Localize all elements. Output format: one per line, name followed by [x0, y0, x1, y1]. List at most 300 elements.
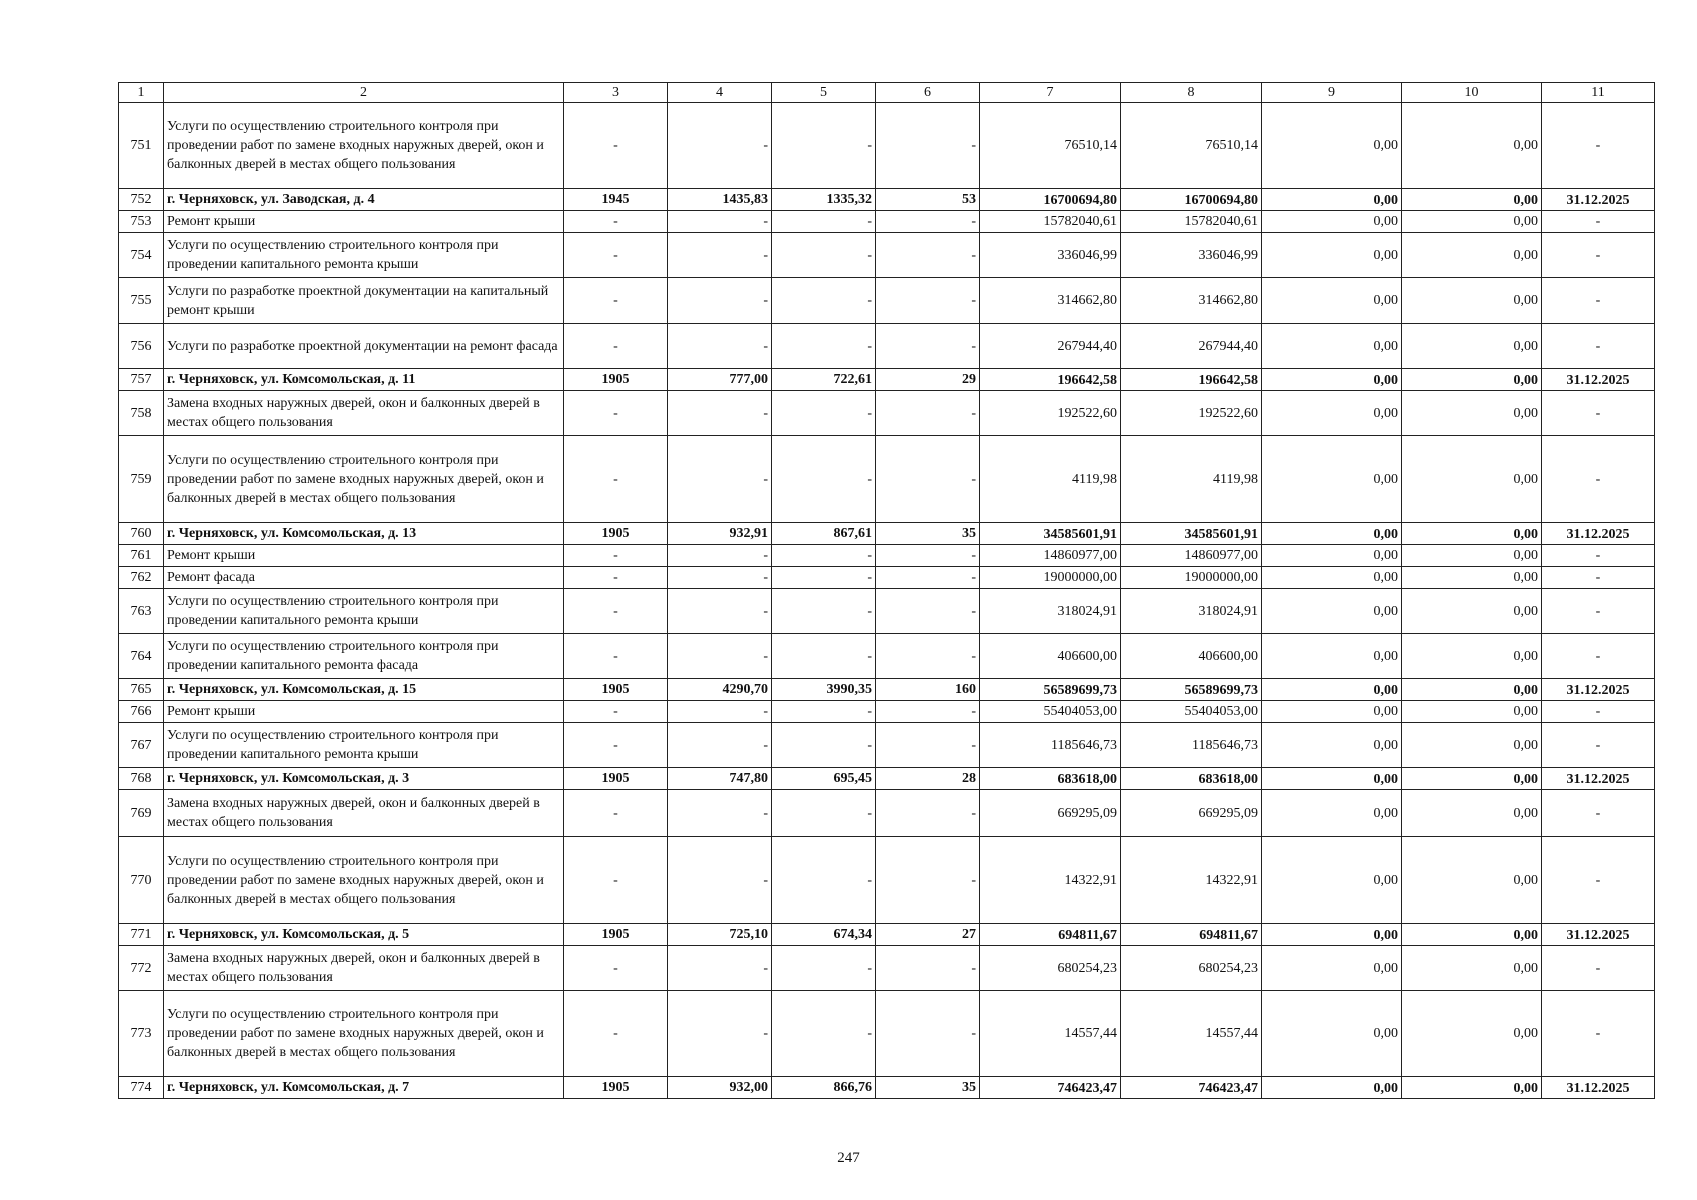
residents-count-cell: -: [876, 589, 980, 634]
residents-count-cell: -: [876, 436, 980, 523]
total-area-cell: -: [668, 790, 772, 837]
completion-date-cell: -: [1542, 589, 1655, 634]
row-description-cell: г. Черняховск, ул. Заводская, д. 4: [164, 189, 564, 211]
row-description-cell: Ремонт крыши: [164, 701, 564, 723]
living-area-cell: -: [772, 211, 876, 233]
cost-owners-cell: 0,00: [1402, 211, 1542, 233]
cost-total-cell: 336046,99: [980, 233, 1121, 278]
row-number-cell: 774: [119, 1077, 164, 1099]
completion-date-cell: 31.12.2025: [1542, 768, 1655, 790]
row-description-cell: Замена входных наружных дверей, окон и балконных дверей в местах общего пользования: [164, 790, 564, 837]
work-item-row: [119, 278, 1655, 324]
cost-fund-cell: 14860977,00: [1121, 545, 1262, 567]
completion-date-cell: -: [1542, 991, 1655, 1077]
cost-owners-cell: 0,00: [1402, 278, 1542, 324]
work-item-row: [119, 567, 1655, 589]
total-area-cell: -: [668, 589, 772, 634]
cost-fund-cell: 34585601,91: [1121, 523, 1262, 545]
cost-fund-cell: 746423,47: [1121, 1077, 1262, 1099]
total-area-cell: 1435,83: [668, 189, 772, 211]
row-description-cell: г. Черняховск, ул. Комсомольская, д. 15: [164, 679, 564, 701]
cost-fund-cell: 669295,09: [1121, 790, 1262, 837]
cost-budget-cell: 0,00: [1262, 634, 1402, 679]
total-area-cell: 932,91: [668, 523, 772, 545]
completion-date-cell: -: [1542, 790, 1655, 837]
residents-count-cell: 29: [876, 369, 980, 391]
total-area-cell: 4290,70: [668, 679, 772, 701]
cost-fund-cell: 55404053,00: [1121, 701, 1262, 723]
cost-total-cell: 56589699,73: [980, 679, 1121, 701]
cost-fund-cell: 406600,00: [1121, 634, 1262, 679]
cost-total-cell: 267944,40: [980, 324, 1121, 369]
cost-total-cell: 192522,60: [980, 391, 1121, 436]
living-area-cell: -: [772, 545, 876, 567]
cost-budget-cell: 0,00: [1262, 369, 1402, 391]
row-description-cell: г. Черняховск, ул. Комсомольская, д. 11: [164, 369, 564, 391]
living-area-cell: -: [772, 324, 876, 369]
cost-owners-cell: 0,00: [1402, 589, 1542, 634]
completion-date-cell: -: [1542, 723, 1655, 768]
living-area-cell: -: [772, 567, 876, 589]
cost-total-cell: 1185646,73: [980, 723, 1121, 768]
row-number-cell: 752: [119, 189, 164, 211]
completion-date-cell: -: [1542, 391, 1655, 436]
row-description-cell: Услуги по осуществлению строительного контроля при проведении работ по замене входных наружных дверей, окон и балконных дверей в местах общего пользования: [164, 103, 564, 189]
cost-total-cell: 694811,67: [980, 924, 1121, 946]
cost-total-cell: 14860977,00: [980, 545, 1121, 567]
header-cell: 2: [164, 83, 564, 103]
residents-count-cell: -: [876, 567, 980, 589]
total-area-cell: -: [668, 837, 772, 924]
row-description-cell: Услуги по разработке проектной документации на ремонт фасада: [164, 324, 564, 369]
build-year-cell: -: [564, 634, 668, 679]
total-area-cell: -: [668, 211, 772, 233]
cost-budget-cell: 0,00: [1262, 436, 1402, 523]
row-number-cell: 760: [119, 523, 164, 545]
completion-date-cell: -: [1542, 233, 1655, 278]
cost-owners-cell: 0,00: [1402, 233, 1542, 278]
cost-budget-cell: 0,00: [1262, 523, 1402, 545]
build-year-cell: -: [564, 278, 668, 324]
row-number-cell: 753: [119, 211, 164, 233]
work-item-row: [119, 790, 1655, 837]
header-cell: 8: [1121, 83, 1262, 103]
residents-count-cell: -: [876, 103, 980, 189]
row-number-cell: 756: [119, 324, 164, 369]
completion-date-cell: -: [1542, 545, 1655, 567]
completion-date-cell: -: [1542, 634, 1655, 679]
cost-budget-cell: 0,00: [1262, 723, 1402, 768]
living-area-cell: 674,34: [772, 924, 876, 946]
cost-budget-cell: 0,00: [1262, 567, 1402, 589]
completion-date-cell: -: [1542, 211, 1655, 233]
header-cell: 11: [1542, 83, 1655, 103]
total-area-cell: -: [668, 567, 772, 589]
cost-fund-cell: 694811,67: [1121, 924, 1262, 946]
build-year-cell: 1905: [564, 369, 668, 391]
cost-budget-cell: 0,00: [1262, 768, 1402, 790]
living-area-cell: -: [772, 723, 876, 768]
row-description-cell: Услуги по осуществлению строительного контроля при проведении капитального ремонта крыши: [164, 589, 564, 634]
cost-owners-cell: 0,00: [1402, 991, 1542, 1077]
address-row: [119, 189, 1655, 211]
completion-date-cell: 31.12.2025: [1542, 924, 1655, 946]
row-number-cell: 770: [119, 837, 164, 924]
cost-owners-cell: 0,00: [1402, 924, 1542, 946]
cost-total-cell: 746423,47: [980, 1077, 1121, 1099]
row-number-cell: 758: [119, 391, 164, 436]
address-row: [119, 1077, 1655, 1099]
total-area-cell: -: [668, 103, 772, 189]
cost-fund-cell: 267944,40: [1121, 324, 1262, 369]
row-number-cell: 771: [119, 924, 164, 946]
cost-owners-cell: 0,00: [1402, 679, 1542, 701]
living-area-cell: -: [772, 946, 876, 991]
cost-fund-cell: 15782040,61: [1121, 211, 1262, 233]
row-description-cell: Ремонт крыши: [164, 545, 564, 567]
cost-owners-cell: 0,00: [1402, 523, 1542, 545]
build-year-cell: -: [564, 723, 668, 768]
cost-budget-cell: 0,00: [1262, 589, 1402, 634]
completion-date-cell: 31.12.2025: [1542, 679, 1655, 701]
build-year-cell: 1945: [564, 189, 668, 211]
row-description-cell: Ремонт крыши: [164, 211, 564, 233]
residents-count-cell: -: [876, 790, 980, 837]
row-description-cell: Услуги по осуществлению строительного контроля при проведении капитального ремонта крыши: [164, 723, 564, 768]
completion-date-cell: 31.12.2025: [1542, 189, 1655, 211]
cost-total-cell: 196642,58: [980, 369, 1121, 391]
residents-count-cell: -: [876, 211, 980, 233]
cost-total-cell: 15782040,61: [980, 211, 1121, 233]
total-area-cell: -: [668, 723, 772, 768]
work-item-row: [119, 324, 1655, 369]
cost-total-cell: 34585601,91: [980, 523, 1121, 545]
work-item-row: [119, 436, 1655, 523]
cost-budget-cell: 0,00: [1262, 103, 1402, 189]
cost-fund-cell: 4119,98: [1121, 436, 1262, 523]
residents-count-cell: 53: [876, 189, 980, 211]
build-year-cell: -: [564, 545, 668, 567]
completion-date-cell: -: [1542, 278, 1655, 324]
cost-owners-cell: 0,00: [1402, 189, 1542, 211]
cost-owners-cell: 0,00: [1402, 701, 1542, 723]
address-row: [119, 523, 1655, 545]
living-area-cell: -: [772, 391, 876, 436]
build-year-cell: 1905: [564, 768, 668, 790]
total-area-cell: -: [668, 391, 772, 436]
residents-count-cell: -: [876, 701, 980, 723]
cost-owners-cell: 0,00: [1402, 545, 1542, 567]
living-area-cell: -: [772, 233, 876, 278]
header-cell: 4: [668, 83, 772, 103]
total-area-cell: -: [668, 278, 772, 324]
residents-count-cell: 27: [876, 924, 980, 946]
cost-total-cell: 14322,91: [980, 837, 1121, 924]
header-cell: 6: [876, 83, 980, 103]
table-body: [119, 83, 1655, 1099]
header-cell: 5: [772, 83, 876, 103]
cost-owners-cell: 0,00: [1402, 324, 1542, 369]
cost-owners-cell: 0,00: [1402, 567, 1542, 589]
total-area-cell: -: [668, 324, 772, 369]
address-row: [119, 679, 1655, 701]
header-cell: 7: [980, 83, 1121, 103]
residents-count-cell: 35: [876, 523, 980, 545]
work-item-row: [119, 233, 1655, 278]
build-year-cell: -: [564, 567, 668, 589]
build-year-cell: 1905: [564, 1077, 668, 1099]
cost-budget-cell: 0,00: [1262, 837, 1402, 924]
work-item-row: [119, 991, 1655, 1077]
build-year-cell: 1905: [564, 924, 668, 946]
completion-date-cell: -: [1542, 946, 1655, 991]
residents-count-cell: -: [876, 723, 980, 768]
work-item-row: [119, 589, 1655, 634]
row-description-cell: г. Черняховск, ул. Комсомольская, д. 3: [164, 768, 564, 790]
living-area-cell: -: [772, 991, 876, 1077]
cost-budget-cell: 0,00: [1262, 278, 1402, 324]
total-area-cell: -: [668, 946, 772, 991]
work-item-row: [119, 211, 1655, 233]
row-description-cell: Услуги по осуществлению строительного контроля при проведении капитального ремонта крыши: [164, 233, 564, 278]
living-area-cell: -: [772, 436, 876, 523]
cost-owners-cell: 0,00: [1402, 723, 1542, 768]
row-description-cell: г. Черняховск, ул. Комсомольская, д. 13: [164, 523, 564, 545]
build-year-cell: -: [564, 436, 668, 523]
row-description-cell: Замена входных наружных дверей, окон и балконных дверей в местах общего пользования: [164, 391, 564, 436]
cost-owners-cell: 0,00: [1402, 837, 1542, 924]
cost-total-cell: 76510,14: [980, 103, 1121, 189]
cost-owners-cell: 0,00: [1402, 103, 1542, 189]
work-item-row: [119, 391, 1655, 436]
residents-count-cell: -: [876, 278, 980, 324]
row-number-cell: 772: [119, 946, 164, 991]
address-row: [119, 924, 1655, 946]
residents-count-cell: -: [876, 233, 980, 278]
row-description-cell: Услуги по осуществлению строительного контроля при проведении капитального ремонта фасада: [164, 634, 564, 679]
living-area-cell: -: [772, 103, 876, 189]
cost-total-cell: 55404053,00: [980, 701, 1121, 723]
total-area-cell: -: [668, 634, 772, 679]
cost-budget-cell: 0,00: [1262, 324, 1402, 369]
residents-count-cell: -: [876, 991, 980, 1077]
cost-total-cell: 683618,00: [980, 768, 1121, 790]
living-area-cell: 722,61: [772, 369, 876, 391]
residents-count-cell: -: [876, 545, 980, 567]
cost-fund-cell: 192522,60: [1121, 391, 1262, 436]
residents-count-cell: -: [876, 324, 980, 369]
repair-program-table: [118, 82, 1655, 1099]
cost-budget-cell: 0,00: [1262, 790, 1402, 837]
total-area-cell: -: [668, 991, 772, 1077]
build-year-cell: -: [564, 790, 668, 837]
living-area-cell: 1335,32: [772, 189, 876, 211]
row-number-cell: 754: [119, 233, 164, 278]
cost-total-cell: 14557,44: [980, 991, 1121, 1077]
cost-fund-cell: 19000000,00: [1121, 567, 1262, 589]
cost-fund-cell: 318024,91: [1121, 589, 1262, 634]
build-year-cell: -: [564, 589, 668, 634]
row-number-cell: 773: [119, 991, 164, 1077]
document-sheet: [118, 82, 1655, 1099]
cost-budget-cell: 0,00: [1262, 924, 1402, 946]
residents-count-cell: 28: [876, 768, 980, 790]
total-area-cell: 777,00: [668, 369, 772, 391]
address-row: [119, 768, 1655, 790]
cost-total-cell: 4119,98: [980, 436, 1121, 523]
cost-total-cell: 406600,00: [980, 634, 1121, 679]
build-year-cell: -: [564, 837, 668, 924]
row-number-cell: 759: [119, 436, 164, 523]
row-number-cell: 765: [119, 679, 164, 701]
cost-fund-cell: 16700694,80: [1121, 189, 1262, 211]
work-item-row: [119, 723, 1655, 768]
work-item-row: [119, 701, 1655, 723]
cost-owners-cell: 0,00: [1402, 369, 1542, 391]
row-number-cell: 766: [119, 701, 164, 723]
work-item-row: [119, 103, 1655, 189]
total-area-cell: -: [668, 233, 772, 278]
cost-owners-cell: 0,00: [1402, 391, 1542, 436]
cost-owners-cell: 0,00: [1402, 1077, 1542, 1099]
cost-fund-cell: 683618,00: [1121, 768, 1262, 790]
total-area-cell: -: [668, 545, 772, 567]
cost-fund-cell: 76510,14: [1121, 103, 1262, 189]
cost-budget-cell: 0,00: [1262, 1077, 1402, 1099]
cost-fund-cell: 14322,91: [1121, 837, 1262, 924]
address-row: [119, 369, 1655, 391]
completion-date-cell: -: [1542, 567, 1655, 589]
cost-owners-cell: 0,00: [1402, 768, 1542, 790]
cost-fund-cell: 196642,58: [1121, 369, 1262, 391]
row-number-cell: 755: [119, 278, 164, 324]
residents-count-cell: -: [876, 837, 980, 924]
build-year-cell: 1905: [564, 679, 668, 701]
cost-fund-cell: 56589699,73: [1121, 679, 1262, 701]
row-number-cell: 761: [119, 545, 164, 567]
build-year-cell: 1905: [564, 523, 668, 545]
row-number-cell: 764: [119, 634, 164, 679]
build-year-cell: -: [564, 391, 668, 436]
cost-budget-cell: 0,00: [1262, 391, 1402, 436]
cost-budget-cell: 0,00: [1262, 679, 1402, 701]
completion-date-cell: -: [1542, 103, 1655, 189]
row-number-cell: 763: [119, 589, 164, 634]
cost-owners-cell: 0,00: [1402, 436, 1542, 523]
column-number-header: [119, 83, 1655, 103]
header-cell: 9: [1262, 83, 1402, 103]
cost-budget-cell: 0,00: [1262, 211, 1402, 233]
cost-budget-cell: 0,00: [1262, 545, 1402, 567]
row-number-cell: 757: [119, 369, 164, 391]
row-description-cell: Услуги по осуществлению строительного контроля при проведении работ по замене входных наружных дверей, окон и балконных дверей в местах общего пользования: [164, 837, 564, 924]
cost-owners-cell: 0,00: [1402, 634, 1542, 679]
residents-count-cell: -: [876, 634, 980, 679]
cost-budget-cell: 0,00: [1262, 946, 1402, 991]
completion-date-cell: 31.12.2025: [1542, 369, 1655, 391]
cost-owners-cell: 0,00: [1402, 946, 1542, 991]
work-item-row: [119, 837, 1655, 924]
row-description-cell: г. Черняховск, ул. Комсомольская, д. 5: [164, 924, 564, 946]
completion-date-cell: -: [1542, 701, 1655, 723]
cost-total-cell: 19000000,00: [980, 567, 1121, 589]
cost-total-cell: 318024,91: [980, 589, 1121, 634]
row-description-cell: Услуги по осуществлению строительного контроля при проведении работ по замене входных наружных дверей, окон и балконных дверей в местах общего пользования: [164, 991, 564, 1077]
residents-count-cell: -: [876, 946, 980, 991]
header-cell: 1: [119, 83, 164, 103]
cost-budget-cell: 0,00: [1262, 701, 1402, 723]
build-year-cell: -: [564, 324, 668, 369]
cost-fund-cell: 314662,80: [1121, 278, 1262, 324]
header-cell: 3: [564, 83, 668, 103]
page-number: 247: [837, 1150, 860, 1166]
work-item-row: [119, 545, 1655, 567]
build-year-cell: -: [564, 701, 668, 723]
build-year-cell: -: [564, 991, 668, 1077]
completion-date-cell: -: [1542, 324, 1655, 369]
cost-fund-cell: 336046,99: [1121, 233, 1262, 278]
row-number-cell: 767: [119, 723, 164, 768]
cost-budget-cell: 0,00: [1262, 991, 1402, 1077]
residents-count-cell: 160: [876, 679, 980, 701]
completion-date-cell: -: [1542, 436, 1655, 523]
cost-budget-cell: 0,00: [1262, 189, 1402, 211]
cost-fund-cell: 1185646,73: [1121, 723, 1262, 768]
row-description-cell: Услуги по осуществлению строительного контроля при проведении работ по замене входных наружных дверей, окон и балконных дверей в местах общего пользования: [164, 436, 564, 523]
build-year-cell: -: [564, 946, 668, 991]
build-year-cell: -: [564, 211, 668, 233]
cost-fund-cell: 680254,23: [1121, 946, 1262, 991]
cost-total-cell: 314662,80: [980, 278, 1121, 324]
cost-budget-cell: 0,00: [1262, 233, 1402, 278]
living-area-cell: 867,61: [772, 523, 876, 545]
living-area-cell: -: [772, 278, 876, 324]
living-area-cell: 695,45: [772, 768, 876, 790]
living-area-cell: -: [772, 634, 876, 679]
cost-total-cell: 669295,09: [980, 790, 1121, 837]
living-area-cell: -: [772, 701, 876, 723]
row-number-cell: 768: [119, 768, 164, 790]
row-number-cell: 762: [119, 567, 164, 589]
completion-date-cell: 31.12.2025: [1542, 1077, 1655, 1099]
total-area-cell: 932,00: [668, 1077, 772, 1099]
cost-total-cell: 680254,23: [980, 946, 1121, 991]
total-area-cell: 725,10: [668, 924, 772, 946]
build-year-cell: -: [564, 103, 668, 189]
row-description-cell: Услуги по разработке проектной документации на капитальный ремонт крыши: [164, 278, 564, 324]
total-area-cell: -: [668, 436, 772, 523]
row-description-cell: Ремонт фасада: [164, 567, 564, 589]
completion-date-cell: -: [1542, 837, 1655, 924]
cost-owners-cell: 0,00: [1402, 790, 1542, 837]
work-item-row: [119, 946, 1655, 991]
living-area-cell: 3990,35: [772, 679, 876, 701]
row-description-cell: Замена входных наружных дверей, окон и балконных дверей в местах общего пользования: [164, 946, 564, 991]
total-area-cell: -: [668, 701, 772, 723]
living-area-cell: -: [772, 589, 876, 634]
row-description-cell: г. Черняховск, ул. Комсомольская, д. 7: [164, 1077, 564, 1099]
build-year-cell: -: [564, 233, 668, 278]
work-item-row: [119, 634, 1655, 679]
row-number-cell: 751: [119, 103, 164, 189]
completion-date-cell: 31.12.2025: [1542, 523, 1655, 545]
living-area-cell: 866,76: [772, 1077, 876, 1099]
row-number-cell: 769: [119, 790, 164, 837]
cost-total-cell: 16700694,80: [980, 189, 1121, 211]
cost-fund-cell: 14557,44: [1121, 991, 1262, 1077]
residents-count-cell: 35: [876, 1077, 980, 1099]
total-area-cell: 747,80: [668, 768, 772, 790]
